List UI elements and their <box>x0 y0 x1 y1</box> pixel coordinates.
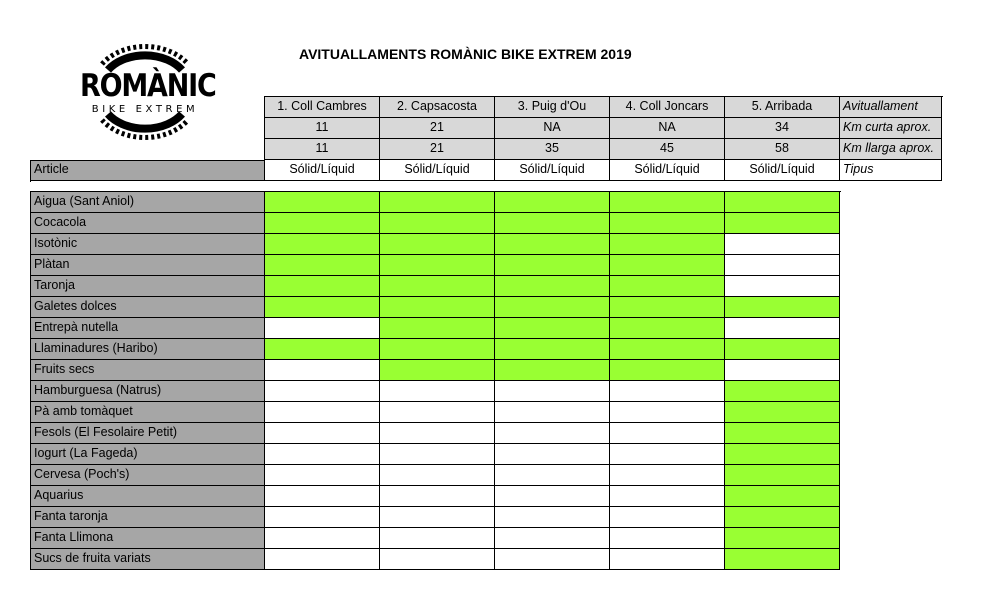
unavailable-cell[interactable] <box>265 381 380 402</box>
station-header[interactable]: 4. Coll Joncars <box>610 97 725 118</box>
km-long-cell[interactable]: 45 <box>610 139 725 160</box>
article-name[interactable]: Galetes dolces <box>31 297 265 318</box>
unavailable-cell[interactable] <box>380 528 495 549</box>
unavailable-cell[interactable] <box>265 402 380 423</box>
article-name[interactable]: Cervesa (Poch's) <box>31 465 265 486</box>
article-name[interactable]: Plàtan <box>31 255 265 276</box>
km-short-cell[interactable]: 11 <box>265 118 380 139</box>
unavailable-cell[interactable] <box>610 402 725 423</box>
available-cell[interactable] <box>495 339 610 360</box>
article-left-border <box>30 160 31 182</box>
article-top-border <box>30 160 265 161</box>
available-cell[interactable] <box>495 297 610 318</box>
unavailable-cell[interactable] <box>610 528 725 549</box>
unavailable-cell[interactable] <box>495 549 610 570</box>
unavailable-cell[interactable] <box>265 549 380 570</box>
station-header[interactable]: 2. Capsacosta <box>380 97 495 118</box>
available-cell[interactable] <box>265 297 380 318</box>
article-name[interactable]: Cocacola <box>31 213 265 234</box>
available-cell[interactable] <box>380 360 495 381</box>
available-cell[interactable] <box>380 213 495 234</box>
km-short-cell[interactable]: NA <box>610 118 725 139</box>
available-cell[interactable] <box>265 192 380 213</box>
km-long-cell[interactable]: 21 <box>380 139 495 160</box>
available-cell[interactable] <box>725 444 840 465</box>
header-left-border <box>264 96 265 160</box>
unavailable-cell[interactable] <box>265 465 380 486</box>
available-cell[interactable] <box>495 213 610 234</box>
article-name[interactable]: Isotònic <box>31 234 265 255</box>
unavailable-cell[interactable] <box>265 486 380 507</box>
article-name[interactable]: Fanta taronja <box>31 507 265 528</box>
row-label-tipus: Tipus <box>840 160 942 181</box>
available-cell[interactable] <box>725 297 840 318</box>
unavailable-cell[interactable] <box>495 402 610 423</box>
article-name[interactable]: Fanta Llimona <box>31 528 265 549</box>
available-cell[interactable] <box>265 234 380 255</box>
unavailable-cell[interactable] <box>725 255 840 276</box>
type-cell[interactable]: Sólid/Líquid <box>610 160 725 181</box>
unavailable-cell[interactable] <box>265 528 380 549</box>
unavailable-cell[interactable] <box>380 381 495 402</box>
available-cell[interactable] <box>610 255 725 276</box>
unavailable-cell[interactable] <box>725 360 840 381</box>
km-long-cell[interactable]: 35 <box>495 139 610 160</box>
km-long-cell[interactable]: 11 <box>265 139 380 160</box>
available-cell[interactable] <box>725 213 840 234</box>
station-header[interactable]: 3. Puig d'Ou <box>495 97 610 118</box>
article-name[interactable]: Hamburguesa (Natrus) <box>31 381 265 402</box>
article-name[interactable]: Fruits secs <box>31 360 265 381</box>
available-cell[interactable] <box>265 213 380 234</box>
available-cell[interactable] <box>610 192 725 213</box>
available-cell[interactable] <box>725 465 840 486</box>
unavailable-cell[interactable] <box>495 444 610 465</box>
article-name[interactable]: Iogurt (La Fageda) <box>31 444 265 465</box>
article-name[interactable]: Pà amb tomàquet <box>31 402 265 423</box>
article-name[interactable]: Fesols (El Fesolaire Petit) <box>31 423 265 444</box>
type-cell[interactable]: Sólid/Líquid <box>380 160 495 181</box>
available-cell[interactable] <box>380 234 495 255</box>
available-cell[interactable] <box>725 486 840 507</box>
station-header[interactable]: 5. Arribada <box>725 97 840 118</box>
available-cell[interactable] <box>380 318 495 339</box>
km-short-cell[interactable]: 21 <box>380 118 495 139</box>
available-cell[interactable] <box>495 234 610 255</box>
available-cell[interactable] <box>265 276 380 297</box>
available-cell[interactable] <box>380 255 495 276</box>
available-cell[interactable] <box>610 213 725 234</box>
row-label-km-long: Km llarga aprox. <box>840 139 942 160</box>
available-cell[interactable] <box>380 297 495 318</box>
logo-wordmark: ROMÀNIC <box>80 68 216 105</box>
available-cell[interactable] <box>610 339 725 360</box>
unavailable-cell[interactable] <box>380 402 495 423</box>
unavailable-cell[interactable] <box>380 549 495 570</box>
available-cell[interactable] <box>610 360 725 381</box>
available-cell[interactable] <box>725 423 840 444</box>
unavailable-cell[interactable] <box>265 507 380 528</box>
unavailable-cell[interactable] <box>265 444 380 465</box>
unavailable-cell[interactable] <box>265 360 380 381</box>
unavailable-cell[interactable] <box>495 465 610 486</box>
available-cell[interactable] <box>495 318 610 339</box>
available-cell[interactable] <box>610 297 725 318</box>
romanic-logo <box>80 32 216 150</box>
article-name[interactable]: Aigua (Sant Aniol) <box>31 192 265 213</box>
unavailable-cell[interactable] <box>610 444 725 465</box>
type-cell[interactable]: Sólid/Líquid <box>265 160 380 181</box>
available-cell[interactable] <box>265 339 380 360</box>
available-cell[interactable] <box>725 381 840 402</box>
available-cell[interactable] <box>495 360 610 381</box>
unavailable-cell[interactable] <box>265 423 380 444</box>
article-name[interactable]: Sucs de fruita variats <box>31 549 265 570</box>
available-cell[interactable] <box>610 318 725 339</box>
km-short-cell[interactable]: 34 <box>725 118 840 139</box>
article-name[interactable]: Llaminadures (Haribo) <box>31 339 265 360</box>
article-name[interactable]: Entrepà nutella <box>31 318 265 339</box>
km-long-cell[interactable]: 58 <box>725 139 840 160</box>
available-cell[interactable] <box>380 192 495 213</box>
unavailable-cell[interactable] <box>380 486 495 507</box>
available-cell[interactable] <box>610 276 725 297</box>
available-cell[interactable] <box>380 339 495 360</box>
unavailable-cell[interactable] <box>495 528 610 549</box>
available-cell[interactable] <box>495 192 610 213</box>
available-cell[interactable] <box>725 507 840 528</box>
page-title: AVITUALLAMENTS ROMÀNIC BIKE EXTREM 2019 <box>299 46 632 62</box>
unavailable-cell[interactable] <box>610 549 725 570</box>
unavailable-cell[interactable] <box>265 318 380 339</box>
unavailable-cell[interactable] <box>610 381 725 402</box>
available-cell[interactable] <box>725 192 840 213</box>
unavailable-cell[interactable] <box>610 465 725 486</box>
unavailable-cell[interactable] <box>725 234 840 255</box>
logo-subtitle: BIKE EXTREM <box>91 104 199 115</box>
available-cell[interactable] <box>380 276 495 297</box>
available-cell[interactable] <box>725 528 840 549</box>
unavailable-cell[interactable] <box>380 465 495 486</box>
type-cell[interactable]: Sólid/Líquid <box>495 160 610 181</box>
article-header[interactable]: Article <box>31 160 265 181</box>
unavailable-cell[interactable] <box>495 381 610 402</box>
station-header[interactable]: 1. Coll Cambres <box>265 97 380 118</box>
header-top-border <box>264 96 943 97</box>
unavailable-cell[interactable] <box>495 507 610 528</box>
available-cell[interactable] <box>265 255 380 276</box>
unavailable-cell[interactable] <box>610 507 725 528</box>
available-cell[interactable] <box>495 255 610 276</box>
type-cell[interactable]: Sólid/Líquid <box>725 160 840 181</box>
article-name[interactable]: Aquarius <box>31 486 265 507</box>
unavailable-cell[interactable] <box>495 486 610 507</box>
km-short-cell[interactable]: NA <box>495 118 610 139</box>
article-name[interactable]: Taronja <box>31 276 265 297</box>
row-label-avituallament: Avituallament <box>840 97 942 118</box>
unavailable-cell[interactable] <box>380 423 495 444</box>
available-cell[interactable] <box>725 549 840 570</box>
unavailable-cell[interactable] <box>610 423 725 444</box>
available-cell[interactable] <box>495 276 610 297</box>
available-cell[interactable] <box>725 339 840 360</box>
row-label-km-short: Km curta aprox. <box>840 118 942 139</box>
unavailable-cell[interactable] <box>380 507 495 528</box>
unavailable-cell[interactable] <box>495 423 610 444</box>
unavailable-cell[interactable] <box>725 276 840 297</box>
unavailable-cell[interactable] <box>725 318 840 339</box>
unavailable-cell[interactable] <box>610 486 725 507</box>
available-cell[interactable] <box>610 234 725 255</box>
unavailable-cell[interactable] <box>380 444 495 465</box>
available-cell[interactable] <box>725 402 840 423</box>
